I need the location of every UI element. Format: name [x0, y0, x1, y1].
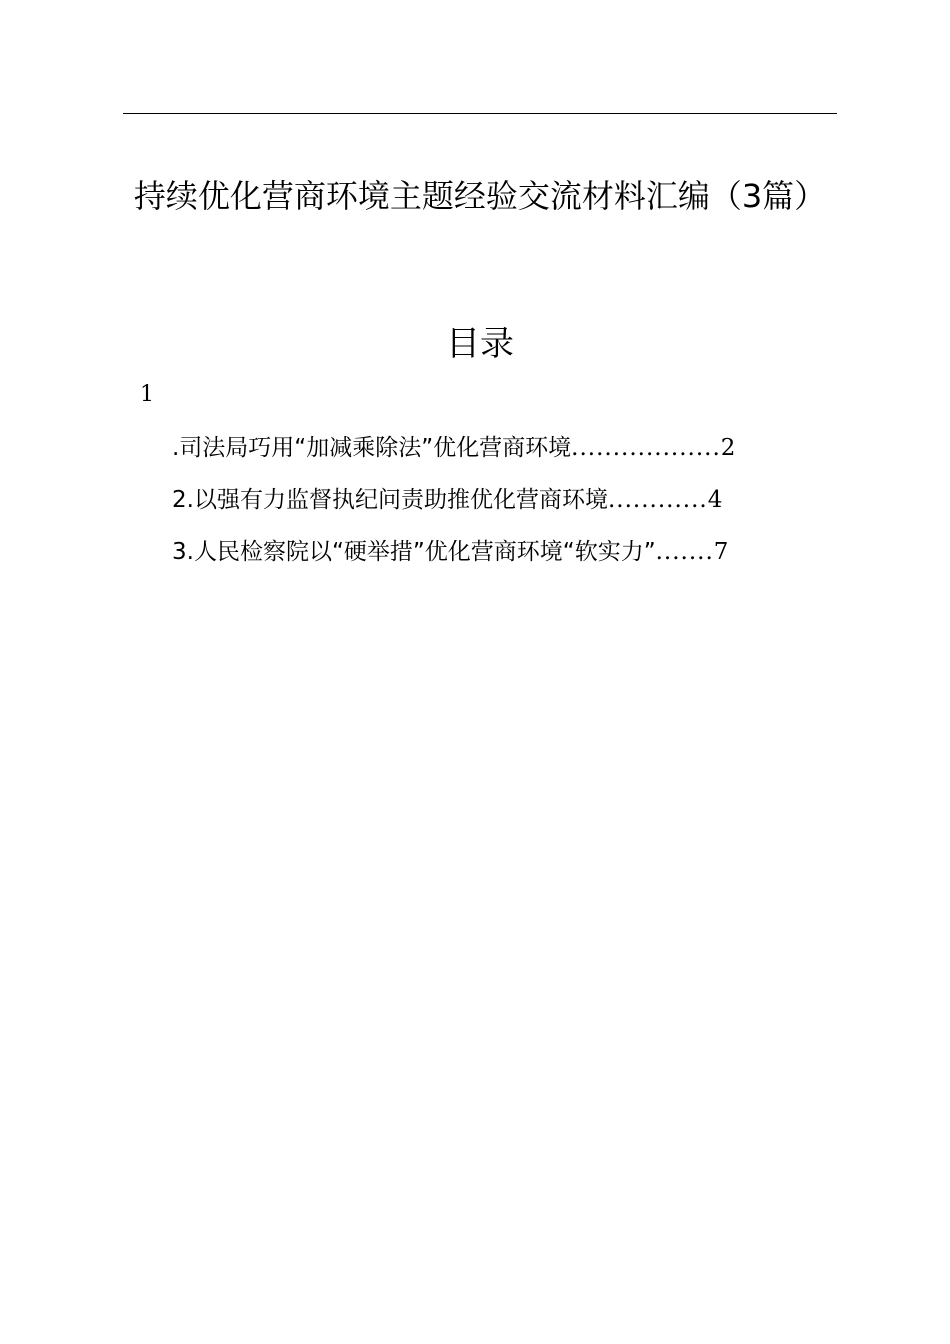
toc-entry-leader: .................. [571, 435, 721, 461]
toc-heading: 目录 [446, 324, 514, 364]
toc-entry-3[interactable] [172, 526, 792, 578]
toc-entry-page: 2 [720, 435, 736, 461]
toc-entry-text: 2.以强有力监督执纪问责助推优化营商环境 [172, 487, 608, 513]
stray-number: 1 [140, 382, 154, 407]
toc-entry-text: 3.人民检察院以“硬举措”优化营商环境“软实力” [172, 539, 656, 565]
toc-entry-2[interactable] [172, 474, 792, 526]
toc-entry-1[interactable] [172, 422, 792, 474]
table-of-contents [172, 422, 792, 578]
toc-entry-page: 7 [713, 539, 729, 565]
document-title: 持续优化营商环境主题经验交流材料汇编（3篇） [133, 177, 827, 215]
toc-entry-leader: ............ [607, 487, 708, 513]
header-rule [123, 113, 837, 114]
toc-entry-leader: ....... [655, 539, 714, 565]
toc-entry-text: .司法局巧用“加减乘除法”优化营商环境 [172, 435, 572, 461]
toc-entry-page: 4 [707, 487, 723, 513]
